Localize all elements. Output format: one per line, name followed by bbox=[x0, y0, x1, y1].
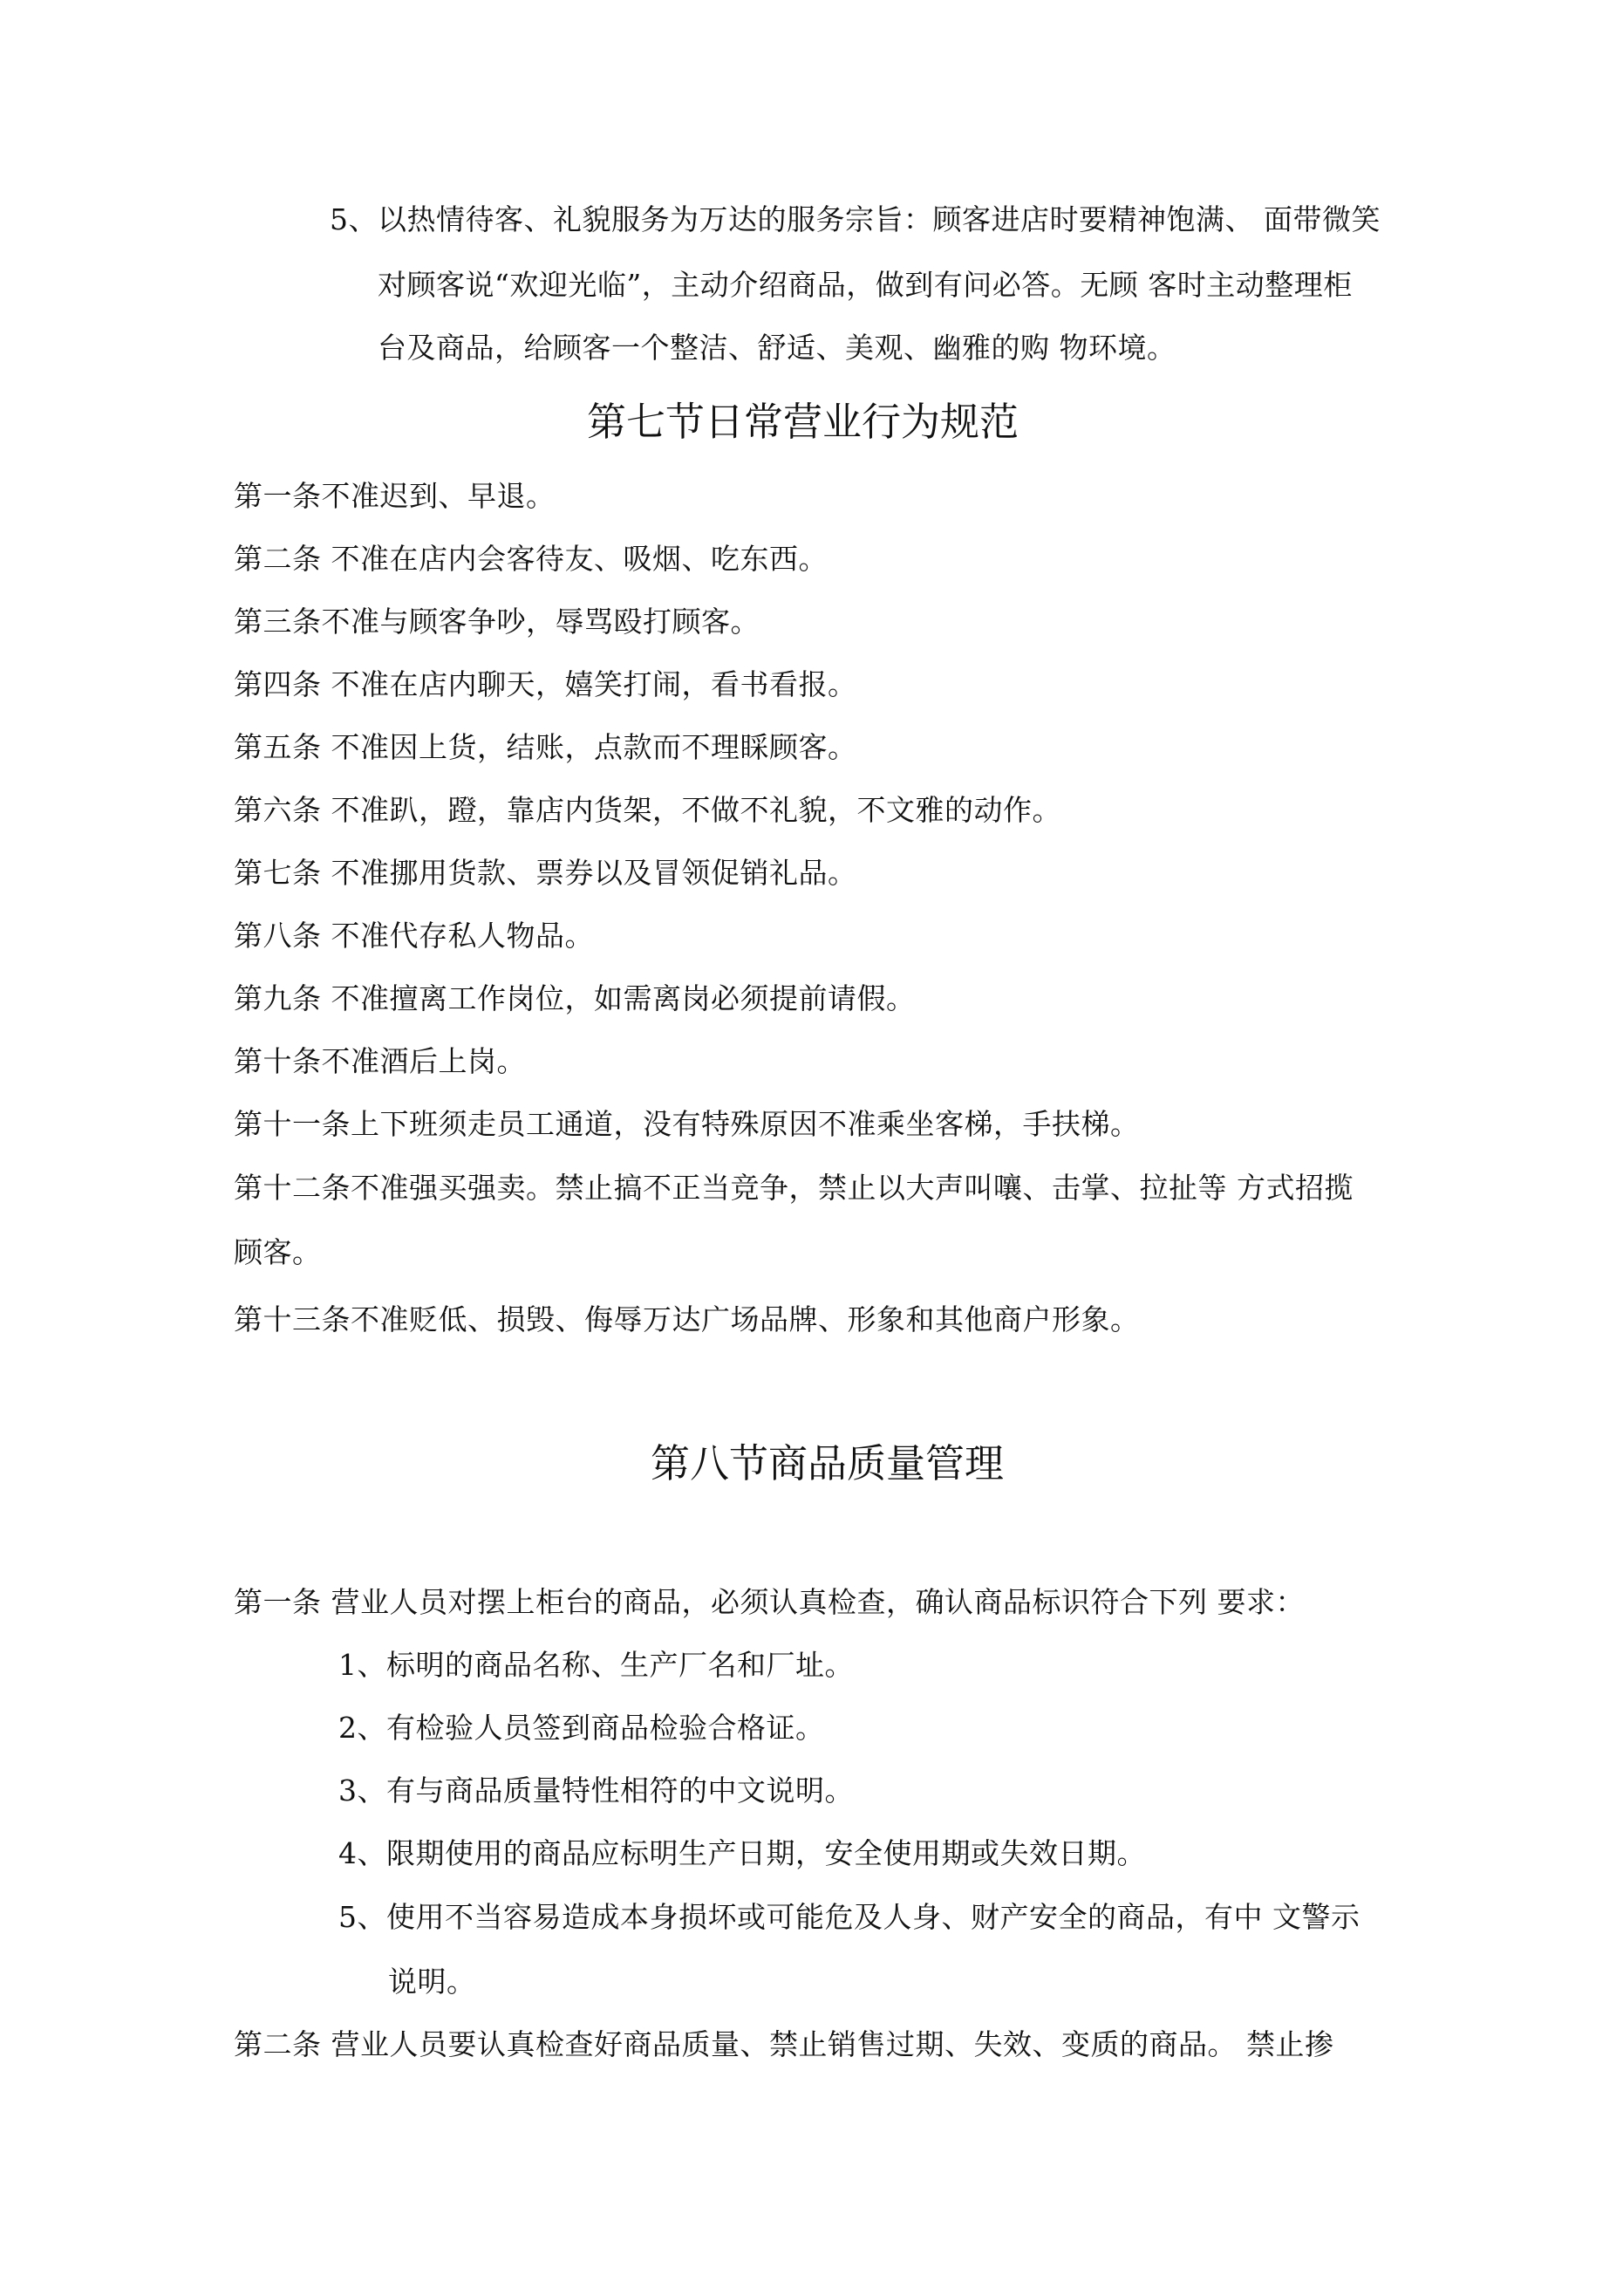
rule-line: 第十一条上下班须走员工通道，没有特殊原因不准乘坐客梯，手扶梯。 bbox=[234, 1107, 1140, 1141]
item5-line3: 台及商品，给顾客一个整洁、舒适、美观、幽雅的购 物环境。 bbox=[378, 331, 1176, 365]
rule-line: 第九条 不准擅离工作岗位，如需离岗必须提前请假。 bbox=[234, 981, 916, 1015]
article2-line: 第二条 营业人员要认真检查好商品质量、禁止销售过期、失效、变质的商品。 禁止掺 bbox=[234, 2027, 1334, 2061]
rule-line: 第十条不准酒后上岗。 bbox=[234, 1044, 526, 1078]
rule-line: 第三条不准与顾客争吵，辱骂殴打顾客。 bbox=[234, 605, 760, 639]
requirement-item: 3、有与商品质量特性相符的中文说明。 bbox=[338, 1773, 854, 1807]
rule-line: 第八条 不准代存私人物品。 bbox=[234, 919, 594, 953]
rule-line: 第七条 不准挪用货款、票券以及冒领促销礼品。 bbox=[234, 856, 857, 890]
requirement-item: 4、限期使用的商品应标明生产日期，安全使用期或失效日期。 bbox=[338, 1836, 1146, 1870]
item5-line1: 5、以热情待客、礼貌服务为万达的服务宗旨：顾客进店时要精神饱满、 面带微笑 bbox=[330, 202, 1381, 236]
requirement-item: 5、使用不当容易造成本身损坏或可能危及人身、财产安全的商品，有中 文警示 bbox=[338, 1900, 1360, 1934]
rule-line: 第十二条不准强买强卖。禁止搞不正当竞争，禁止以大声叫嚷、击掌、拉扯等 方式招揽 bbox=[234, 1171, 1354, 1205]
rule-line: 第一条不准迟到、早退。 bbox=[234, 479, 556, 513]
rule-line: 第二条 不准在店内会客待友、吸烟、吃东西。 bbox=[234, 542, 828, 576]
requirement-item: 说明。 bbox=[388, 1965, 476, 1999]
rule-line: 第十三条不准贬低、损毁、侮辱万达广场品牌、形象和其他商户形象。 bbox=[234, 1302, 1140, 1336]
item5-line2: 对顾客说“欢迎光临”，主动介绍商品，做到有问必答。无顾 客时主动整理柜 bbox=[378, 268, 1353, 302]
requirement-item: 2、有检验人员签到商品检验合格证。 bbox=[338, 1711, 825, 1745]
rule-line: 顾客。 bbox=[234, 1235, 322, 1269]
article1-line: 第一条 营业人员对摆上柜台的商品，必须认真检查，确认商品标识符合下列 要求： bbox=[234, 1585, 1305, 1619]
rule-line: 第六条 不准趴，蹬，靠店内货架，不做不礼貌，不文雅的动作。 bbox=[234, 793, 1061, 827]
section8-title: 第八节商品质量管理 bbox=[650, 1440, 1004, 1486]
section7-title: 第七节日常营业行为规范 bbox=[586, 399, 1019, 445]
requirement-item: 1、标明的商品名称、生产厂名和厂址。 bbox=[338, 1648, 854, 1682]
rule-line: 第五条 不准因上货，结账，点款而不理睬顾客。 bbox=[234, 730, 857, 764]
rule-line: 第四条 不准在店内聊天，嬉笑打闹，看书看报。 bbox=[234, 667, 857, 701]
